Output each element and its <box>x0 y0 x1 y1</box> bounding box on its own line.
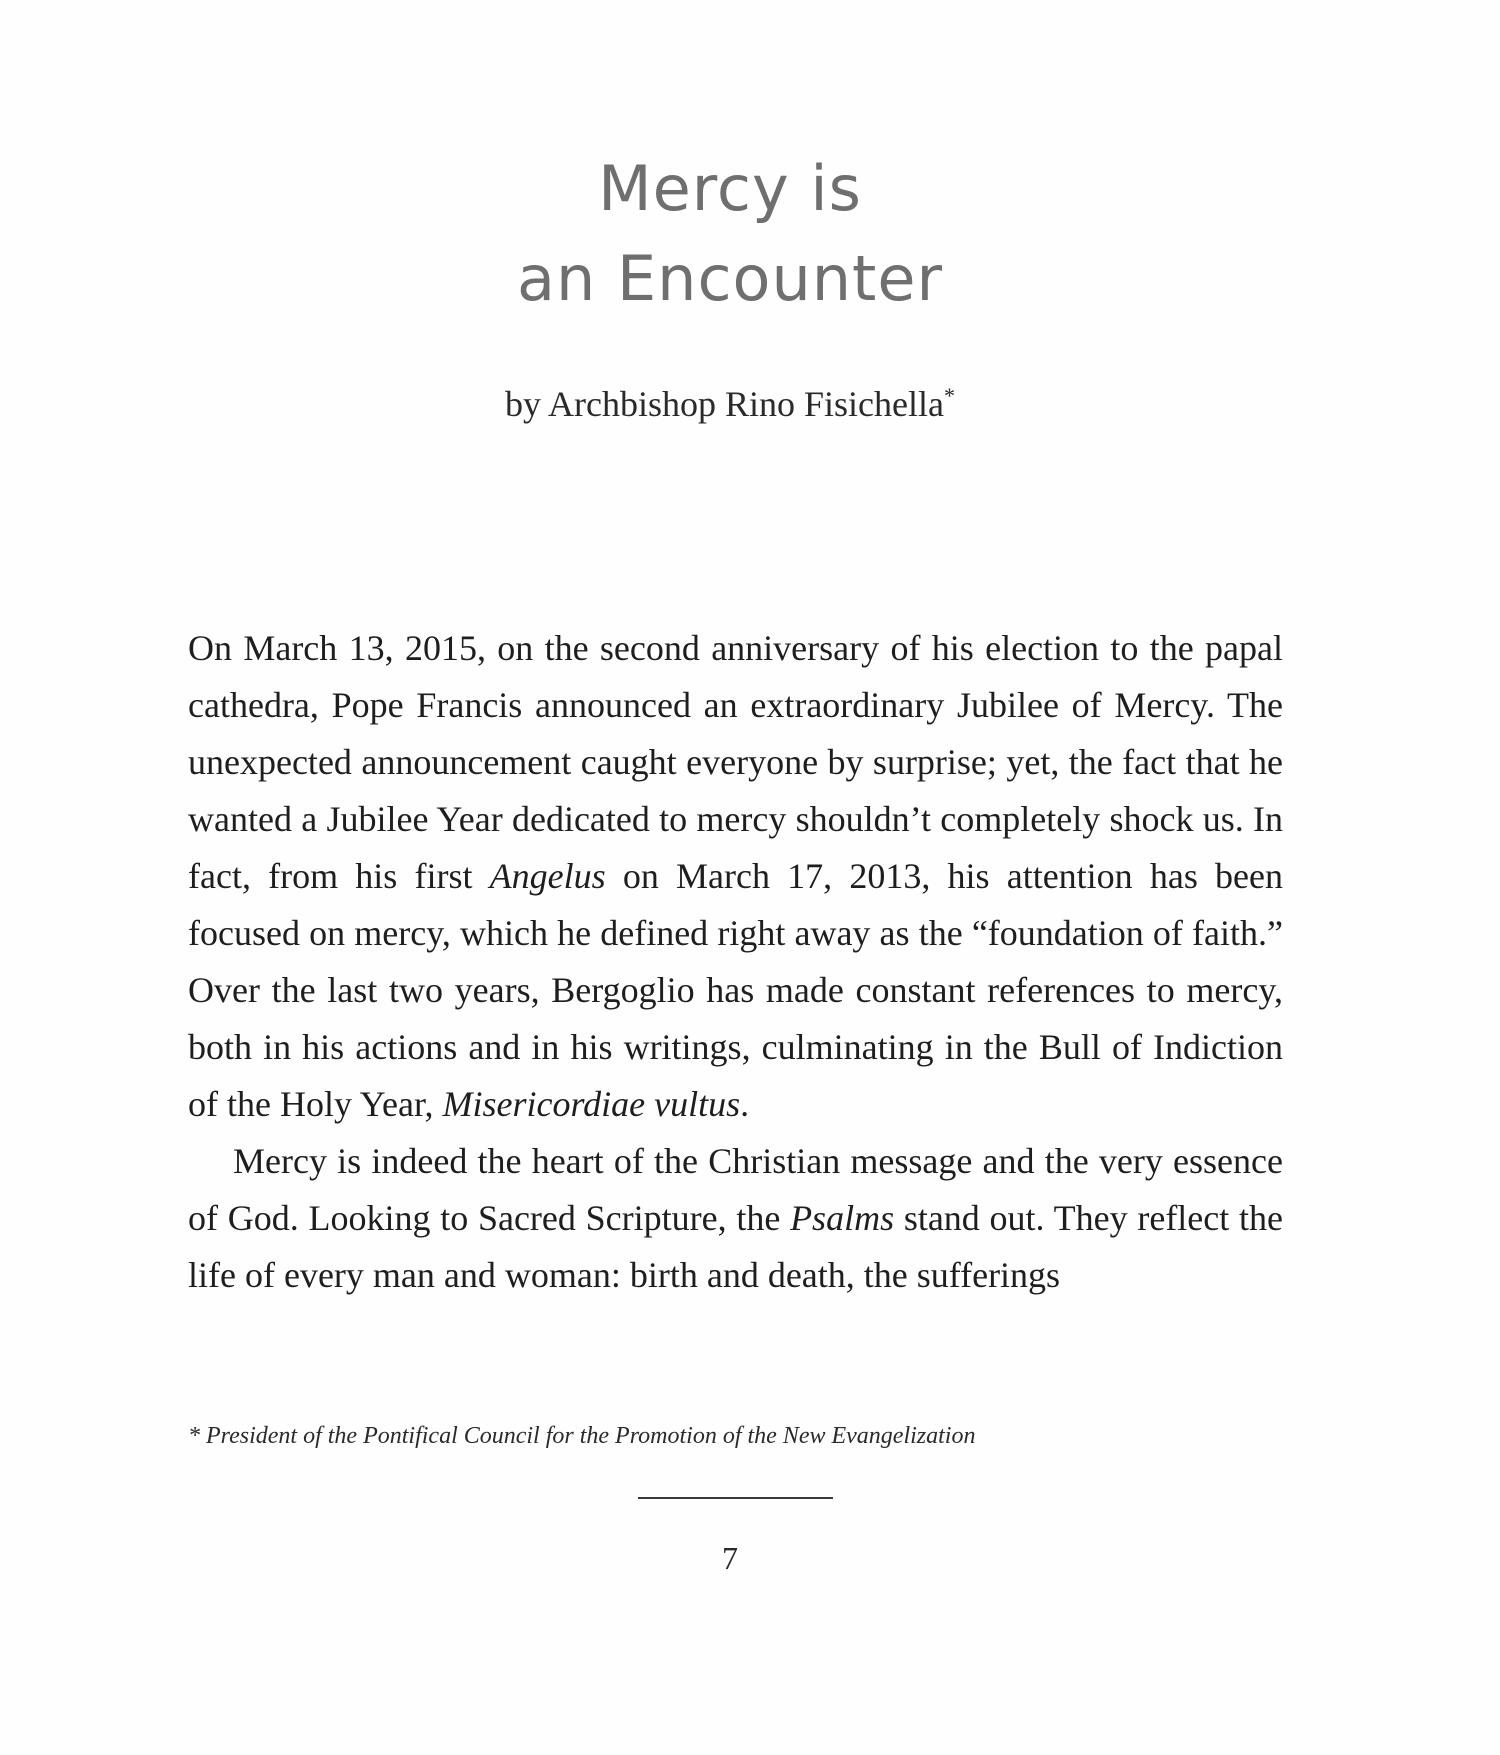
footnote-text: President of the Pontifical Council for the Promotion of the New Evangelization <box>206 1423 976 1449</box>
angelus-title: Angelus <box>489 856 606 896</box>
author-byline <box>0 383 1460 425</box>
byline-text: by Archbishop Rino Fisichella <box>505 384 944 424</box>
paragraph-1-part-3: . <box>740 1084 750 1124</box>
paragraph-2 <box>188 1133 1283 1304</box>
footnote-marker: * <box>188 1423 200 1449</box>
body-text <box>188 620 1283 1304</box>
page-number: 7 <box>722 1540 738 1576</box>
psalms-title: Psalms <box>790 1198 895 1238</box>
byline-footnote-marker: * <box>943 383 955 408</box>
bull-title: Misericordiae vultus <box>442 1084 741 1124</box>
paragraph-1-part-1: On March 13, 2015, on the second anniversary of his election to the papal cathedra, Pope Francis announced an extraordinary Jubilee of Mercy. The unexpected announcement caught everyone by surprise; yet, the fact that he wanted a Jubilee Year dedicated to mercy shouldn’t completely shock us. In fact, from his first <box>188 628 1283 896</box>
chapter-title-line-1: Mercy is <box>598 152 862 225</box>
footer-rule <box>638 1497 833 1499</box>
chapter-title-line-2: an Encounter <box>516 242 944 315</box>
paragraph-2-part-1: Mercy is indeed the heart of the Christian message and the very essence of God. Looking to Sacred Scripture, the <box>188 1141 1283 1238</box>
paragraph-1 <box>188 620 1283 1133</box>
paragraph-2-part-2: stand out. They reflect the life of every man and woman: birth and death, the sufferings <box>188 1198 1283 1295</box>
paragraph-1-part-2: on March 17, 2013, his attention has been focused on mercy, which he defined right away as the “foundation of faith.” Over the last two years, Bergoglio has made constant references to mercy, both in his actions and in his writings, culminating in the Bull of Indiction of the Holy Year, <box>188 856 1283 1124</box>
footnote <box>188 1423 1283 1450</box>
